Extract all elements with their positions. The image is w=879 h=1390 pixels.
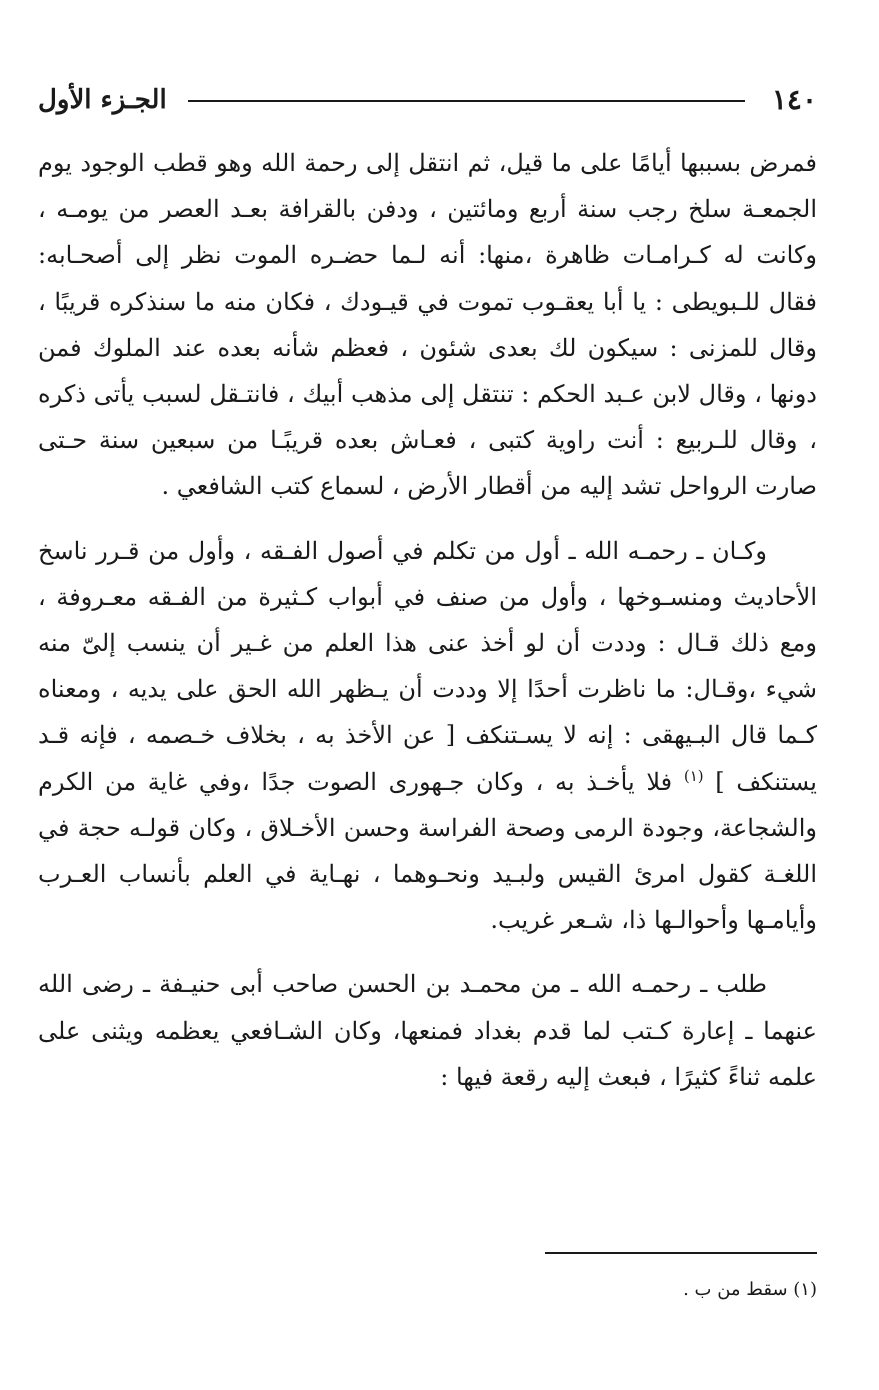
footnote-reference: (١) — [683, 766, 704, 785]
page-number: ١٤٠ — [771, 83, 817, 116]
paragraph-2 — [38, 528, 817, 944]
header-rule — [188, 100, 745, 102]
page-header — [38, 78, 817, 122]
footnote-separator — [545, 1252, 817, 1254]
paragraph-2-continuation: فلا يأخـذ به ، وكان جـهورى الصوت جدًا ،وفي غاية من الكرم والشجاعة، وجودة الرمى وصحة الفراسة وحسن الأخـلاق ، وكان قولـه حجة في اللغـة كقول امرئ القيس ولبـيد ونحـوهما ، نهـاية في العلم بأنساب العـرب وأيامـها وأحوالـها ذا، شـعر غريب. — [38, 767, 817, 935]
main-text — [38, 140, 817, 1100]
running-title: الجـزء الأول — [38, 85, 167, 115]
paragraph-3: طلب ـ رحمـه الله ـ من محمـد بن الحسن صاحب أبى حنيـفة ـ رضى الله عنهما ـ إعارة كـتب لما قدم بغداد فمنعها، وكان الشـافعي يعظمه ويثنى على علمه ثناءً كثيرًا ، فبعث إليه رقعة فيها : — [38, 970, 817, 1091]
paragraph-1: فمرض بسببها أيامًا على ما قيل، ثم انتقل إلى رحمة الله وهو قطب الوجود يوم الجمعـة سلخ رجب سنة أربع ومائتين ، ودفن بالقرافة بعـد العصر من يومـه ، وكانت له كـرامـات ظاهرة ،منها: أنه لـما حضـره الموت نظر إلى أصحـابه: فقال للـبويطى : يا أبا يعقـوب تموت في قيـودك ، فكان منه ما سنذكره قريبًا ، وقال للمزنى : سيكون لك بعدى شئون ، فعظم شأنه بعده عند الملوك فمن دونها ، وقال لابن عـبد الحكم : تنتقل إلى مذهب أبيك ، فانتـقل لسبب يأتى ذكره ، وقال للـربيع : أنت راوية كتبى ، فعـاش بعده قريبًـا من سبعين سنة حـتى صارت الرواحل تشد إليه من أقطار الأرض ، لسماع كتب الشافعي . — [38, 149, 817, 501]
footnote: (١) سقط من ب . — [683, 1279, 817, 1300]
paragraph-2-text: وكـان ـ رحمـه الله ـ أول من تكلم في أصول الفـقه ، وأول من قـرر ناسخ الأحاديث ومنسـوخها ، وأول من صنف في أبواب كـثيرة من الفـقه معـروفة ، ومع ذلك قـال : وددت أن لو أخذ عنى هذا العلم من غـير أن ينسب إلىّ منه شيء ،وقـال: ما ناظرت أحدًا إلا وددت أن يـظهر الله الحق على يديه ، ومعناه كـما قال البـيهقى : إنه لا يسـتنكف [ عن الأخذ به ، بخلاف خـصمه ، فإنه قـد يستنكف ] — [38, 536, 817, 796]
